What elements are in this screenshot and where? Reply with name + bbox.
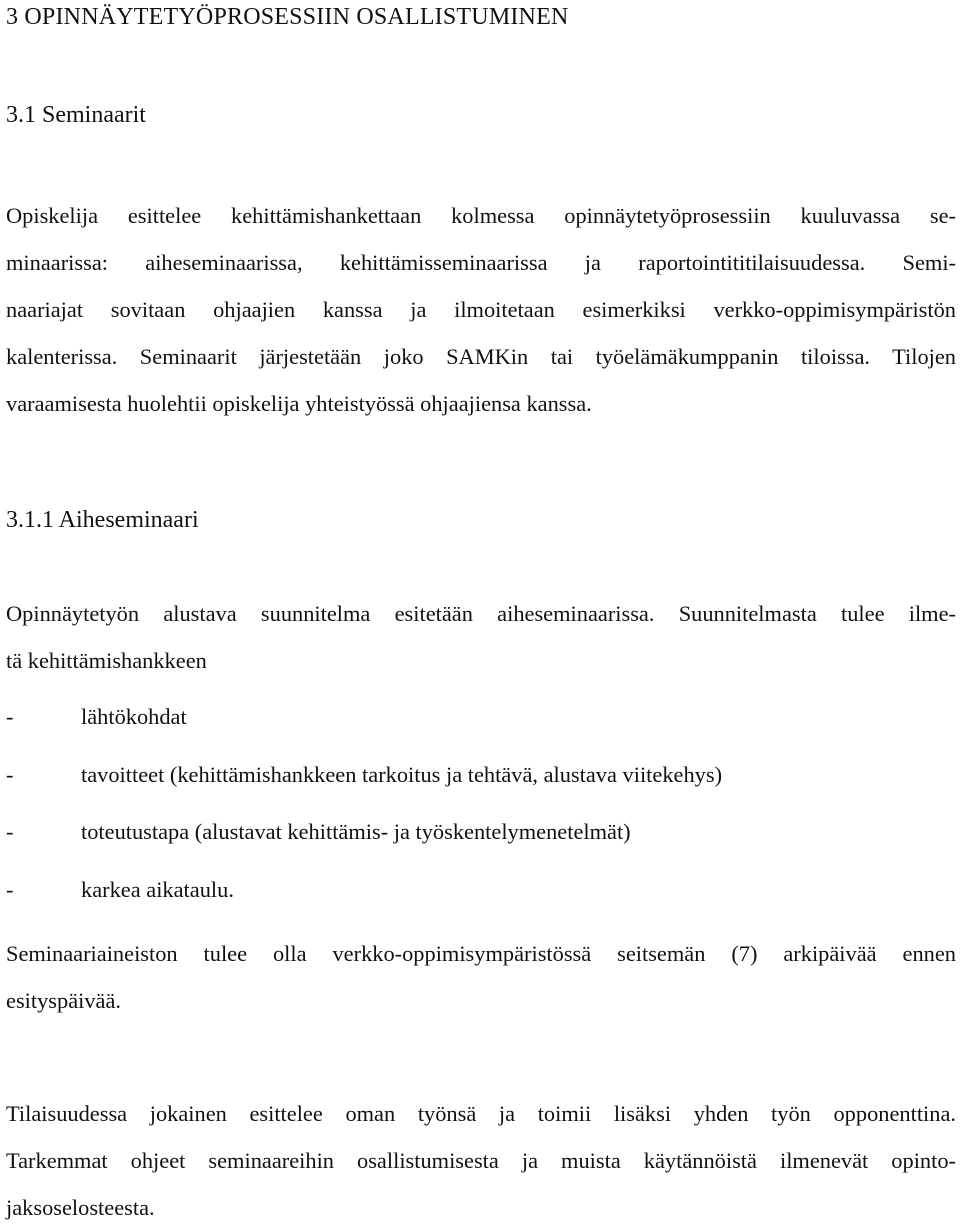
chapter-heading: 3 OPINNÄYTETYÖPROSESSIIN OSALLISTUMINEN <box>6 4 569 30</box>
paragraph-line: varaamisesta huolehtii opiskelija yhteistyössä ohjaajiensa kanssa. <box>6 391 592 416</box>
requirements-list <box>6 696 722 926</box>
paragraph-line: Tarkemmat ohjeet seminaareihin osallistumisesta ja muista käytännöistä ilmenevät opinto- <box>6 1148 956 1173</box>
event-paragraph <box>6 1090 956 1231</box>
paragraph-line: jaksoselosteesta. <box>6 1195 155 1220</box>
paragraph-line: tä kehittämishankkeen <box>6 648 207 673</box>
material-paragraph <box>6 930 956 1024</box>
paragraph-line: Opiskelija esittelee kehittämishankettaan kolmessa opinnäytetyöprosessiin kuuluvassa se- <box>6 203 956 228</box>
paragraph-line: Seminaariaineiston tulee olla verkko-oppimisympäristössä seitsemän (7) arkipäivää ennen <box>6 941 956 966</box>
subsection-heading: 3.1.1 Aiheseminaari <box>6 507 199 533</box>
list-item <box>6 754 722 812</box>
list-dash: - <box>6 704 14 729</box>
paragraph-line: naariajat sovitaan ohjaajien kanssa ja ilmoitetaan esimerkiksi verkko-oppimisympäristön <box>6 297 956 322</box>
section-heading: 3.1 Seminaarit <box>6 102 146 128</box>
paragraph-line: Tilaisuudessa jokainen esittelee oman työnsä ja toimii lisäksi yhden työn opponenttina. <box>6 1101 956 1126</box>
paragraph-line: esityspäivää. <box>6 988 122 1013</box>
list-item-text: tavoitteet (kehittämishankkeen tarkoitus ja tehtävä, alustava viitekehys) <box>81 761 723 787</box>
paragraph-line: kalenterissa. Seminaarit järjestetään joko SAMKin tai työelämäkumppanin tiloissa. Tilojen <box>6 344 956 369</box>
list-dash: - <box>6 761 14 787</box>
intro-paragraph <box>6 192 956 427</box>
list-item <box>6 869 722 927</box>
list-item-text: karkea aikataulu. <box>81 876 234 902</box>
list-dash: - <box>6 819 14 844</box>
list-dash: - <box>6 876 14 902</box>
list-item <box>6 696 722 754</box>
list-item-text: lähtökohdat <box>81 704 187 729</box>
topic-paragraph <box>6 590 956 684</box>
list-item-text: toteutustapa (alustavat kehittämis- ja työskentelymenetelmät) <box>81 819 631 844</box>
paragraph-line: minaarissa: aiheseminaarissa, kehittämisseminaarissa ja raportointititilaisuudessa. Semi- <box>6 250 956 275</box>
list-item <box>6 811 722 869</box>
paragraph-line: Opinnäytetyön alustava suunnitelma esitetään aiheseminaarissa. Suunnitelmasta tulee ilme- <box>6 601 956 626</box>
